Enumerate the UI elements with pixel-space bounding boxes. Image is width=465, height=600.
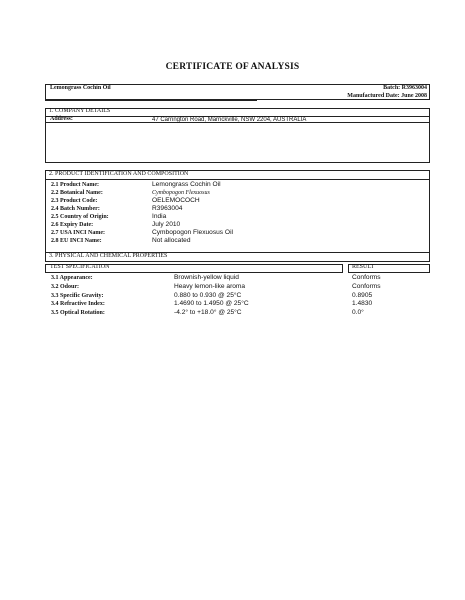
property-row-label: 3.4 Refractive Index:	[51, 301, 105, 307]
property-row-result: 1.4830	[352, 300, 373, 307]
property-row-result: Conforms	[352, 283, 381, 290]
document-title: CERTIFICATE OF ANALYSIS	[165, 62, 300, 72]
property-row-label: 3.3 Specific Gravity:	[51, 293, 104, 299]
product-row-value: India	[152, 213, 167, 220]
property-row-result: Conforms	[352, 274, 381, 281]
product-row-label: 2.6 Expiry Date:	[51, 222, 94, 228]
product-row-label: 2.4 Batch Number:	[51, 206, 100, 212]
product-row-value: July 2010	[152, 221, 181, 228]
product-row-label: 2.2 Botanical Name:	[51, 190, 103, 196]
property-row-label: 3.2 Odour:	[51, 284, 80, 290]
address-label: Address:	[50, 116, 73, 122]
header-product-name: Lemongrass Cochin Oil	[50, 85, 111, 91]
company-details-box	[45, 117, 430, 163]
property-row-result: 0.8905	[352, 292, 373, 299]
spec-header: TEST SPECIFICATION	[50, 264, 110, 270]
company-details-heading: 1. COMPANY DETAILS	[49, 108, 111, 114]
property-row-spec: 1.4690 to 1.4950 @ 25°C	[174, 300, 249, 307]
product-row-label: 2.1 Product Name:	[51, 182, 100, 188]
product-row-label: 2.7 USA INCI Name:	[51, 230, 105, 236]
property-row-spec: 0.880 to 0.930 @ 25°C	[174, 292, 242, 299]
product-row-label: 2.8 EU INCI Name:	[51, 238, 102, 244]
physical-heading: 3. PHYSICAL AND CHEMICAL PROPERTIES	[49, 253, 168, 259]
property-row-spec: Brownish-yellow liquid	[174, 274, 239, 281]
property-row-spec: Heavy lemon-like aroma	[174, 283, 246, 290]
header-batch: Batch: R3963004	[383, 85, 427, 91]
product-row-value: OELEMOCOCH	[152, 197, 200, 204]
result-header: RESULT	[352, 264, 375, 270]
product-row-value: Cymbopogon Flexuosus	[152, 190, 210, 196]
header-manufactured-date: Manufactured Date: June 2008	[347, 93, 427, 99]
property-row-spec: -4.2° to +18.0° @ 25°C	[174, 309, 242, 316]
product-id-heading: 2. PRODUCT IDENTIFICATION AND COMPOSITION	[49, 171, 189, 177]
address-value: 47 Carrington Road, Marrickville, NSW 2204, AUSTRALIA	[152, 117, 307, 123]
product-row-value: Not allocated	[152, 237, 191, 244]
property-row-label: 3.1 Appearance:	[51, 275, 93, 281]
product-row-value: Lemongrass Cochin Oil	[152, 181, 221, 188]
product-row-label: 2.3 Product Code:	[51, 198, 98, 204]
property-row-label: 3.5 Optical Rotation:	[51, 310, 105, 316]
property-row-result: 0.0°	[352, 309, 364, 316]
product-row-value: Cymbopogon Flexuosus Oil	[152, 229, 233, 236]
product-row-value: R3963004	[152, 205, 183, 212]
product-row-label: 2.5 Country of Origin:	[51, 214, 109, 220]
header-divider	[45, 100, 257, 101]
